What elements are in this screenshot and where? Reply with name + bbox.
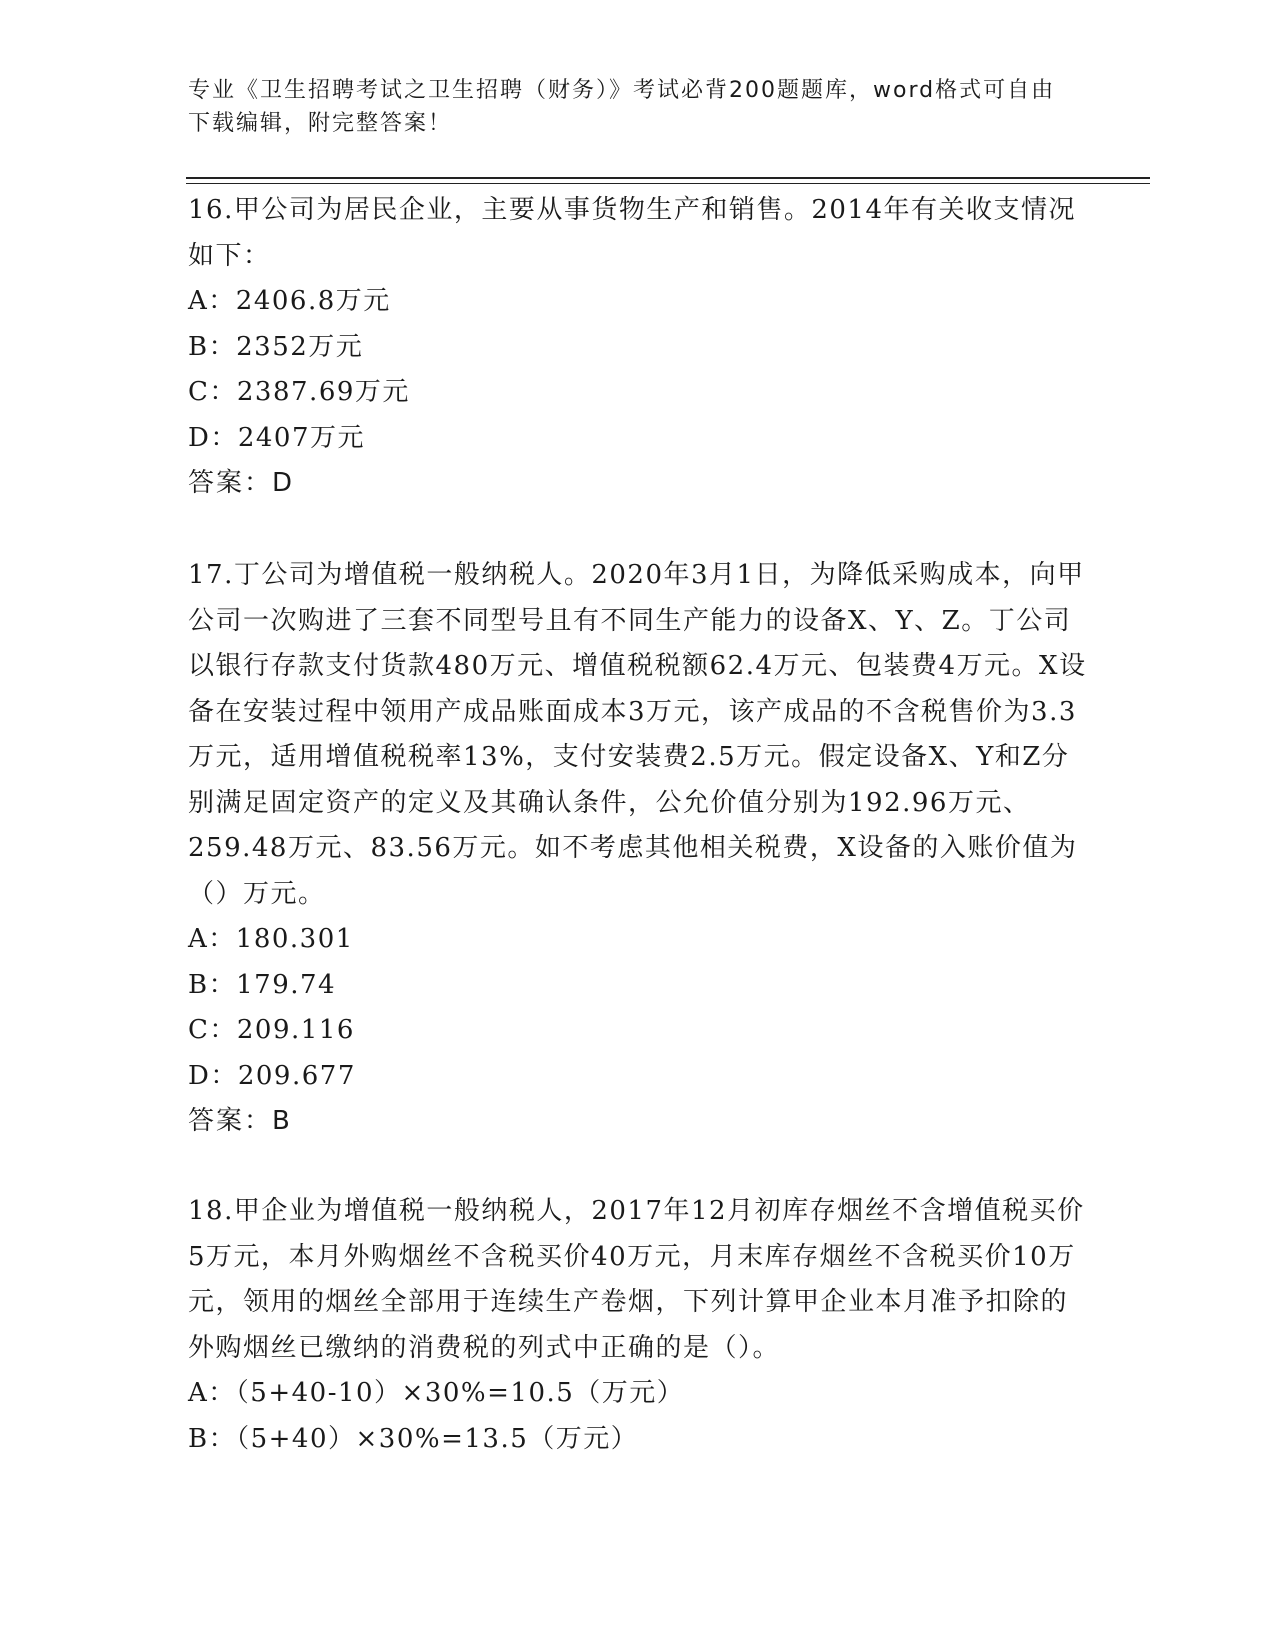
question-18 bbox=[188, 1189, 1088, 1462]
option-c: C：2387.69万元 bbox=[188, 377, 410, 407]
header-divider-thick bbox=[186, 177, 1150, 179]
header-divider-thin bbox=[186, 183, 1150, 184]
option-a: A：180.301 bbox=[188, 924, 354, 954]
answer: 答案：B bbox=[188, 1106, 292, 1136]
option-b: B：2352万元 bbox=[188, 331, 364, 362]
option-c: C：209.116 bbox=[188, 1015, 355, 1045]
option-a: A：（5+40-10）×30%=10.5（万元） bbox=[188, 1378, 685, 1408]
option-d: D：209.677 bbox=[188, 1060, 356, 1091]
option-a: A：2406.8万元 bbox=[188, 286, 391, 316]
question-stem: 16.甲公司为居民企业，主要从事货物生产和销售。2014年有关收支情况如下： bbox=[188, 195, 1077, 271]
option-d: D：2407万元 bbox=[188, 422, 366, 453]
question-stem: 17.丁公司为增值税一般纳税人。2020年3月1日，为降低采购成本，向甲公司一次购进了三套不同型号且有不同生产能力的设备X、Y、Z。丁公司以银行存款支付货款480万元、增值税税额62.4万元、包装费4万元。X设备在安装过程中领用产成品账面成本3万元，该产成品的不含税售价为3.3万元，适用增值税税率13%，支付安装费2.5万元。假定设备X、Y和Z分别满足固定资产的定义及其确认条件，公允价值分别为192.96万元、259.48万元、83.56万元。如不考虑其他相关税费，X设备的入账价值为（）万元。 bbox=[188, 560, 1087, 909]
question-stem: 18.甲企业为增值税一般纳税人，2017年12月初库存烟丝不含增值税买价5万元，本月外购烟丝不含税买价40万元，月末库存烟丝不含税买价10万元，领用的烟丝全部用于连续生产卷烟，下列计算甲企业本月准予扣除的外购烟丝已缴纳的消费税的列式中正确的是（）。 bbox=[188, 1196, 1085, 1363]
document-header: 专业《卫生招聘考试之卫生招聘（财务）》考试必背200题题库，word格式可自由下载编辑，附完整答案！ bbox=[188, 78, 1056, 136]
question-17 bbox=[188, 553, 1088, 1145]
answer: 答案：D bbox=[188, 468, 295, 498]
option-b: B：179.74 bbox=[188, 969, 337, 1000]
option-b: B：（5+40）×30%=13.5（万元） bbox=[188, 1423, 639, 1454]
question-16 bbox=[188, 188, 1088, 507]
